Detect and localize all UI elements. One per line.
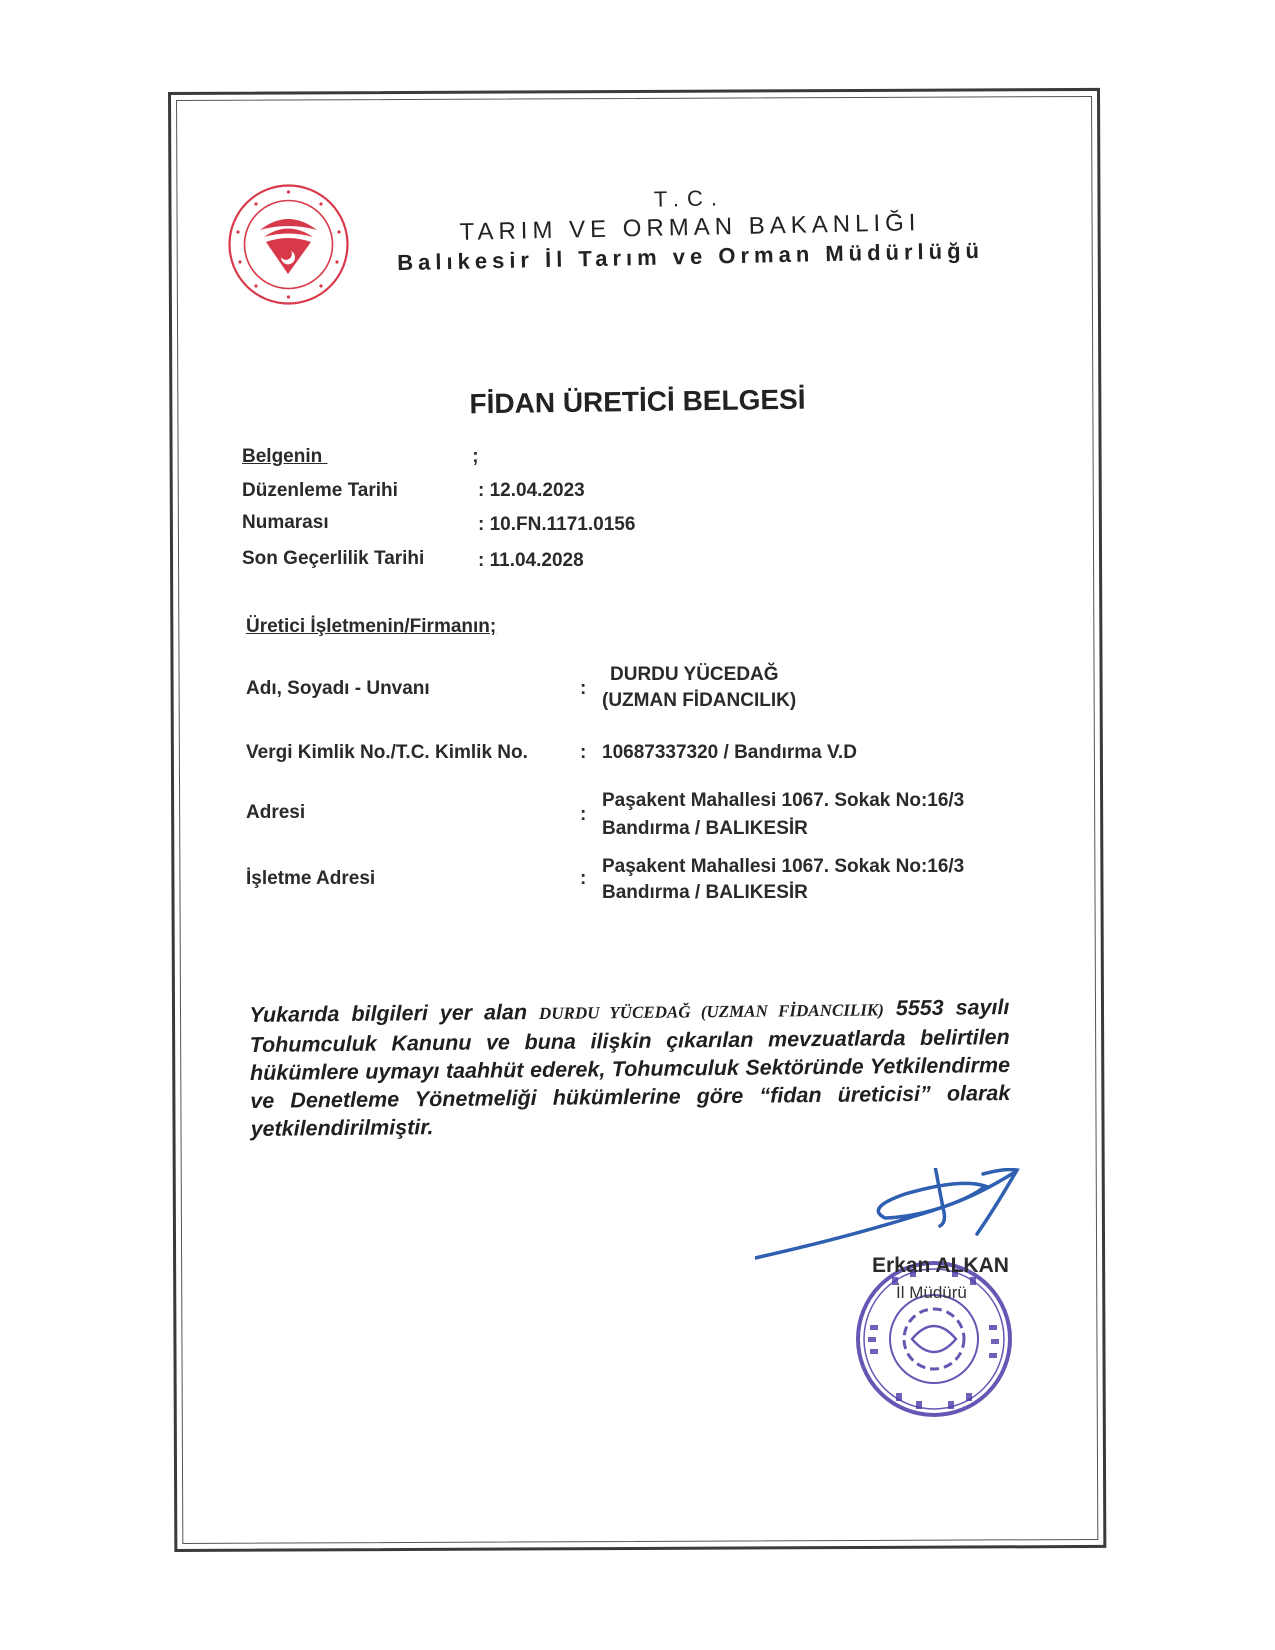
certificate-row-date-value: : 12.04.2023	[478, 480, 585, 501]
header-tc: T.C.	[653, 185, 726, 212]
header-directorate: Balıkesir İl Tarım ve Orman Müdürlüğü	[396, 237, 985, 276]
header	[359, 179, 1021, 277]
producer-address-line1: Paşakent Mahallesi 1067. Sokak No:16/3	[602, 790, 965, 811]
producer-business-address-line2: Bandırma / BALIKESİR	[602, 882, 808, 903]
producer-business-address-label: İşletme Adresi	[246, 868, 376, 889]
signature	[755, 1168, 1055, 1268]
document-title: FİDAN ÜRETİCİ BELGESİ	[469, 383, 806, 420]
certificate-row-date-label: Düzenleme Tarihi	[242, 480, 398, 501]
signatory-title: İl Müdürü	[896, 1283, 967, 1302]
producer-taxid-separator: :	[580, 742, 587, 763]
header-ministry: TARIM VE ORMAN BAKANLIĞI	[459, 209, 921, 246]
producer-name-line2: (UZMAN FİDANCILIK)	[602, 690, 797, 711]
certificate-row-number-label: Numarası	[242, 512, 329, 533]
producer-name-separator: :	[580, 678, 587, 699]
producer-business-address-line1: Paşakent Mahallesi 1067. Sokak No:16/3	[602, 856, 965, 877]
producer-address-label: Adresi	[246, 802, 306, 823]
signatory-name: Erkan ALKAN	[872, 1254, 1009, 1277]
official-stamp	[852, 1255, 1017, 1420]
producer-heading: Üretici İşletmenin/Firmanın;	[246, 616, 497, 637]
certificate-row-validity-value: : 11.04.2028	[478, 550, 584, 571]
producer-taxid-value: 10687337320 / Bandırma V.D	[602, 742, 857, 763]
certificate-heading: Belgenin ;	[242, 446, 479, 467]
statement-company-name: DURDU YÜCEDAĞ (UZMAN FİDANCILIK)	[538, 1000, 884, 1023]
producer-name-line1: DURDU YÜCEDAĞ	[610, 664, 779, 685]
producer-address-separator: :	[580, 804, 587, 825]
certificate-row-number-value: : 10.FN.1171.0156	[478, 514, 636, 535]
certificate-row-validity-label: Son Geçerlilik Tarihi	[242, 548, 425, 569]
authorization-statement: Yukarıda bilgileri yer alan DURDU YÜCEDAĞ (UZMAN FİDANCILIK) 5553 sayılı Tohumculuk Kanunu ve buna ilişkin çıkarılan mevzuatlarda belirtilen hükümlere uymayı taahhüt ederek, Tohumculuk Sektöründe Yetkilendirme ve Denetleme Yönetmeliği hükümlerine göre “fidan üreticisi” olarak yetkilendirilmiştir.	[249, 995, 1011, 1141]
producer-address-line2: Bandırma / BALIKESİR	[602, 818, 808, 839]
ministry-logo	[226, 182, 351, 307]
producer-taxid-label: Vergi Kimlik No./T.C. Kimlik No.	[246, 742, 528, 763]
producer-business-address-separator: :	[580, 868, 587, 889]
producer-name-label: Adı, Soyadı - Unvanı	[246, 678, 430, 699]
